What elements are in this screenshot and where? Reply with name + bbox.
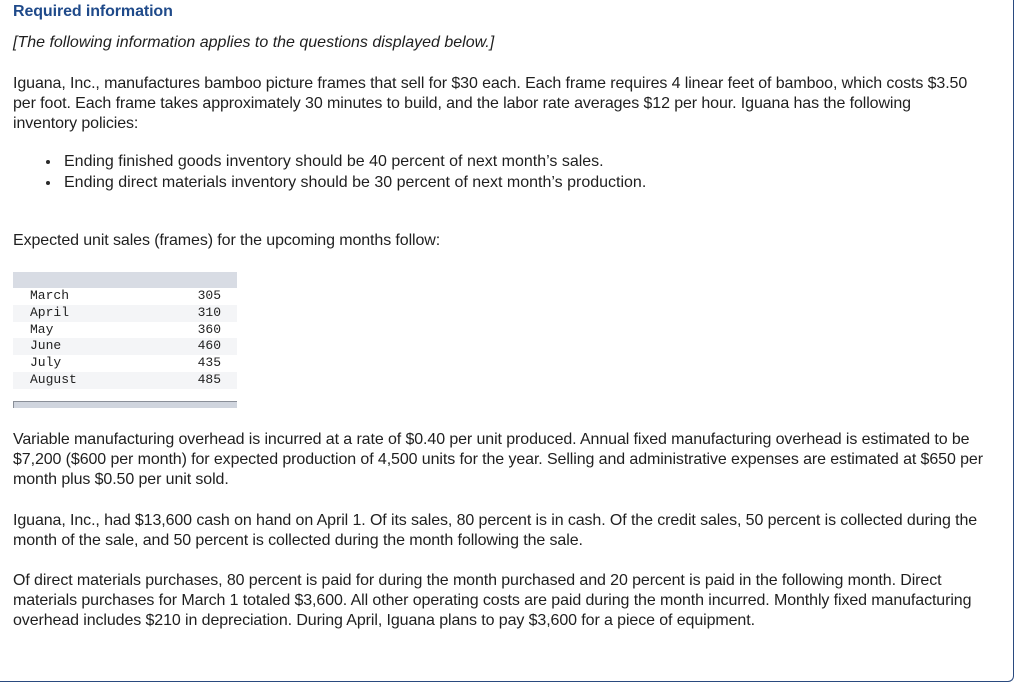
month-cell: June: [30, 338, 62, 354]
cash-paragraph: Iguana, Inc., had $13,600 cash on hand on April 1. Of its sales, 80 percent is in cash. Of the credit sales, 50 percent is collected during the month of the sale, and 50 percent is collected during the month following the sale.: [13, 512, 978, 549]
units-cell: 460: [197, 338, 221, 354]
purchases-paragraph: Of direct materials purchases, 80 percent is paid for during the month purchased and 20 percent is paid in the following month. Direct materials purchases for March 1 totaled $3,600. All other operating costs are paid during the month incurred. Monthly fixed manufacturing overhead includes $210 in depreciation. During April, Iguana plans to pay $3,600 for a piece of equipment.: [13, 572, 972, 629]
table-header: [13, 272, 237, 288]
inventory-policies-list: [42, 151, 646, 193]
month-cell: July: [30, 355, 62, 371]
units-cell: 435: [197, 355, 221, 371]
month-cell: March: [30, 288, 70, 303]
table-row: [13, 322, 237, 339]
table-footer: [13, 401, 237, 408]
intro-paragraph: Iguana, Inc., manufactures bamboo picture frames that sell for $30 each. Each frame requires 4 linear feet of bamboo, which costs $3.50 per foot. Each frame takes approximately 30 minutes to build, and the labor rate averages $12 per hour. Iguana has the following inventory policies:: [13, 75, 968, 132]
month-cell: August: [30, 371, 77, 387]
units-cell: 310: [197, 304, 221, 320]
policy-text: Ending finished goods inventory should be 40 percent of next month’s sales.: [64, 153, 604, 170]
units-cell: 485: [197, 371, 221, 387]
section-title: Required information: [13, 3, 173, 20]
policy-item: [42, 172, 646, 193]
table-row: [13, 372, 237, 389]
intro-note: [The following information applies to the questions displayed below.]: [13, 34, 495, 51]
policy-text: Ending direct materials inventory should be 30 percent of next month’s production.: [64, 174, 647, 191]
overhead-paragraph: Variable manufacturing overhead is incurred at a rate of $0.40 per unit produced. Annual fixed manufacturing overhead is estimated to be $7,200 ($600 per month) for expected production of 4,500 units for the year. Selling and administrative expenses are estimated at $650 per month plus $0.50 per unit sold.: [13, 431, 983, 488]
units-cell: 305: [197, 288, 221, 303]
table-row: [13, 355, 237, 372]
units-cell: 360: [197, 321, 221, 337]
bullet-icon: [46, 160, 50, 164]
table-row: [13, 305, 237, 322]
policy-item: [42, 151, 646, 172]
month-cell: April: [30, 304, 70, 320]
expected-sales-table: [13, 272, 237, 408]
month-cell: May: [30, 321, 54, 337]
sales-caption: Expected unit sales (frames) for the upcoming months follow:: [13, 232, 441, 249]
bullet-icon: [46, 181, 50, 185]
table-row: [13, 288, 237, 305]
table-row: [13, 338, 237, 355]
